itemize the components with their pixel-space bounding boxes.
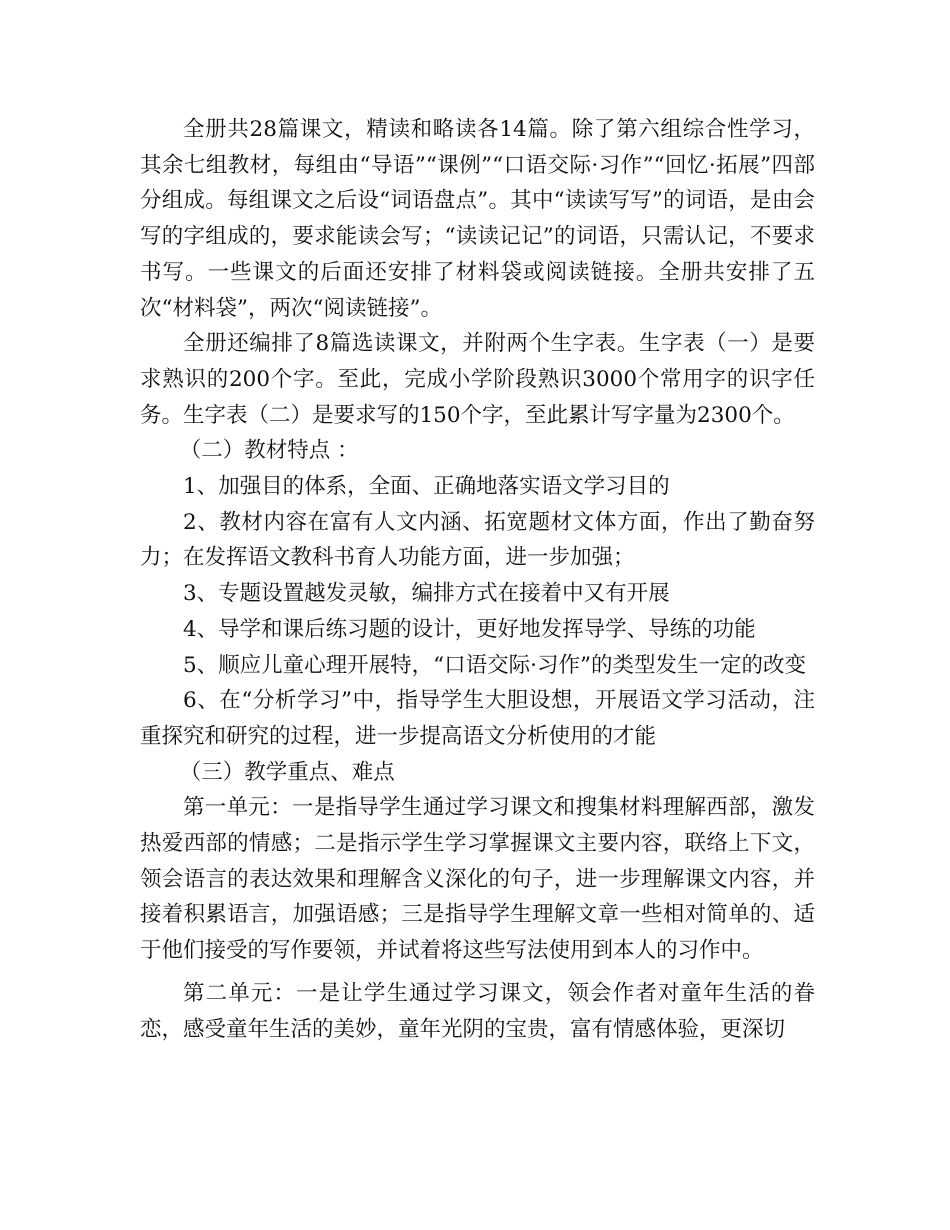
section-heading-features: （二）教材特点 ： bbox=[179, 438, 359, 464]
paragraph-overview: 全册共28篇课文，精读和略读各14篇。除了第六组综合性学习，其余七组教材，每组由“导语”“课例”“口语交际·习作”“回忆·拓展”四部分组成。每组课文之后设“词语盘点”。其中“读读写写”的词语，是由会写的字组成的，要求能读会写；“读读记记”的词语，只需认记，不要求书写。一些课文的后面还安排了材料袋或阅读链接。全册共安排了五次“材料袋”，两次“阅读链接”。 bbox=[140, 117, 815, 321]
list-item-feature-2: 2、教材内容在富有人文内涵、拓宽题材文体方面，作出了勤奋努力；在发挥语文教科书育人功能方面，进一步加强； bbox=[140, 509, 815, 571]
list-item-feature-1: 1、加强目的体系，全面、正确地落实语文学习目的 bbox=[183, 474, 670, 500]
paragraph-unit-1: 第一单元：一是指导学生通过学习课文和搜集材料理解西部，激发热爱西部的情感；二是指示学生学习掌握课文主要内容，联络上下文，领会语言的表达效果和理解含义深化的句子，进一步理解课文内容，并接着积累语言，加强语感；三是指导学生理解文章一些相对简单的、适于他们接受的写作要领，并试着将这些写法使用到本人的习作中。 bbox=[140, 795, 815, 964]
list-item-feature-4: 4、导学和课后练习题的设计，更好地发挥导学、导练的功能 bbox=[183, 616, 756, 642]
list-item-feature-6: 6、在“分析学习”中，指导学生大胆设想，开展语文学习活动，注重探究和研究的过程，进一步提高语文分析使用的才能 bbox=[140, 688, 815, 749]
document-page bbox=[140, 112, 815, 1047]
list-item-feature-3: 3、专题设置越发灵敏，编排方式在接着中又有开展 bbox=[183, 581, 670, 607]
list-item-feature-5: 5、顺应儿童心理开展特，“口语交际·习作”的类型发生一定的改变 bbox=[183, 652, 806, 678]
paragraph-unit-2: 第二单元：一是让学生通过学习课文，领会作者对童年生活的眷恋，感受童年生活的美妙，童年光阴的宝贵，富有情感体验，更深切 bbox=[140, 980, 815, 1042]
paragraph-optional-reading: 全册还编排了8篇选读课文，并附两个生字表。生字表（一）是要求熟识的200个字。至此，完成小学阶段熟识3000个常用字的识字任务。生字表（二）是要求写的150个字，至此累计写字量为2300个。 bbox=[140, 331, 815, 428]
section-heading-key-points: （三）教学重点、难点 bbox=[179, 759, 395, 785]
